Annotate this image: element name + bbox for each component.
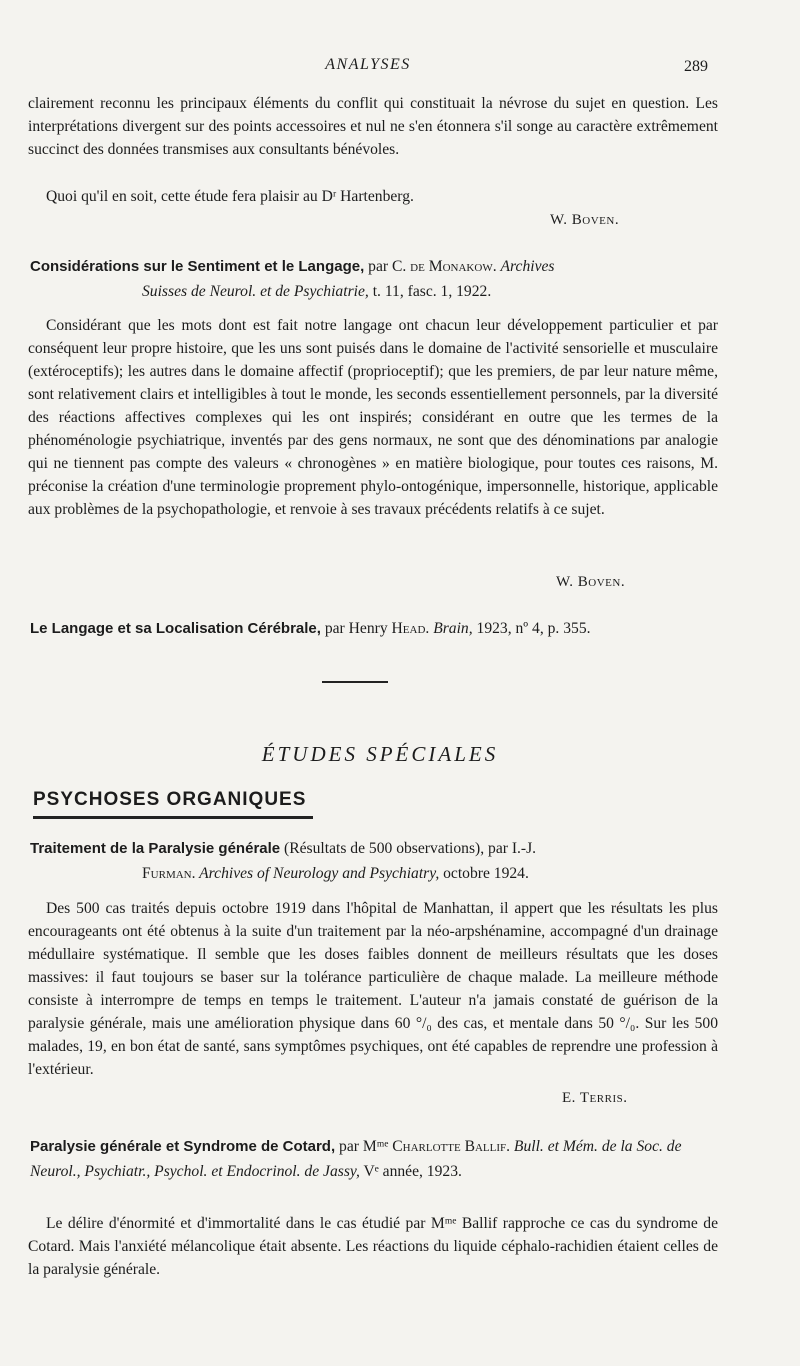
review-4-journal-a: Bull. et	[510, 1138, 559, 1155]
section-title: ÉTUDES SPÉCIALES	[261, 742, 499, 766]
review-3-journal: Archives of Neurology and Psychiatry,	[195, 865, 440, 882]
subsection-title: PSYCHOSES ORGANIQUES	[33, 789, 307, 810]
review-4-ref: Vᵉ année, 1923.	[359, 1163, 462, 1180]
review-1-ref: t. 11, fasc. 1, 1922.	[368, 283, 492, 300]
review-3-subtitle: (Résultats de 500 observations), par I.-J.	[280, 840, 537, 857]
review-4-by: par Mᵐᵉ	[335, 1138, 393, 1155]
review-1-title: Considérations sur le Sentiment et le Langage,	[30, 258, 365, 275]
review-1-journal-b: Suisses de Neurol. et de Psychiatrie,	[142, 283, 369, 300]
review-4-title: Paralysie générale et Syndrome de Cotard,	[30, 1138, 336, 1155]
signature-2: W. Boven.	[556, 574, 626, 590]
review-4-journal-b: Mém. de la Soc. de Neurol., Psychiatr., Psychol. et Endocrinol. de Jassy,	[30, 1138, 682, 1180]
review-1-journal-a: Archives	[500, 258, 555, 275]
review-1-body: Considérant que les mots dont est fait notre langage ont chacun leur développement particulier et par conséquent leur propre histoire, que les uns sont puisés dans le domaine de l'activité sensorielle et musculaire (extéroceptifs); les autres dans le domaine affectif (proprioceptif); que les premiers, de par leur nature même, sont relativement clairs et intelligibles à tout le monde, les seconds essentiellement personnels, par la diversité des réactions affectives complexes qui les ont inspirés; considérant en outre que les termes de la phénoménologie psychiatrique, inventés par des gens normaux, ne sont que des dénominations par analogie qui ne tiennent pas compte des valeurs « chronogènes » en matière biologique, pour toutes ces raisons, M. préconise la création d'une terminologie proprement phylo-ontogénique, impersonnelle, historique, applicable aux problèmes de la psychopathologie, et renvoie à ses travaux précédents relatifs à ce sujet.	[28, 317, 718, 518]
review-4-body: Le délire d'énormité et d'immortalité dans le cas étudié par Mᵐᵉ Ballif rapproche ce cas du syndrome de Cotard. Mais l'anxiété mélancolique était absente. Les réactions du liquide céphalo-rachidien étaient celles de la paralysie générale.	[28, 1215, 718, 1278]
review-4-heading	[30, 1134, 720, 1184]
review-1-by: par C.	[368, 258, 411, 275]
running-title: ANALYSES	[325, 56, 411, 73]
subsection-underline	[33, 816, 313, 819]
separator-rule	[322, 681, 388, 683]
review-2-heading	[30, 616, 720, 641]
review-2-ref: 1923, nº 4, p. 355.	[472, 620, 591, 637]
signature-3: E. Terris.	[562, 1090, 628, 1106]
review-1-heading	[30, 254, 720, 304]
review-3-heading	[30, 836, 720, 886]
continued-paragraph: clairement reconnu les principaux éléments du conflit qui constituait la névrose du sujet en question. Les interprétations divergent sur des points accessoires et nul ne s'en étonnera s'il songe au caractère extrêmement succinct des données transmises aux consultants bénévoles.	[28, 95, 718, 158]
review-2-by: par Henry	[320, 620, 392, 637]
review-3-title: Traitement de la Paralysie générale	[30, 840, 281, 857]
page-number: 289	[684, 58, 708, 75]
review-2-author: Head.	[391, 620, 430, 637]
review-3-ref: octobre 1924.	[439, 865, 529, 882]
signature-1: W. Boven.	[550, 212, 620, 228]
review-2-title: Le Langage et sa Localisation Cérébrale,	[30, 620, 321, 637]
review-1-author: de Monakow.	[410, 258, 497, 275]
review-4-author: Charlotte Ballif.	[392, 1138, 511, 1155]
review-3-author: Furman.	[142, 865, 196, 882]
closing-paragraph: Quoi qu'il en soit, cette étude fera plaisir au Dʳ Hartenberg.	[46, 188, 414, 205]
review-3-body: Des 500 cas traités depuis octobre 1919 dans l'hôpital de Manhattan, il appert que les résultats les plus encourageants ont été obtenus à la suite d'un traitement par la néo-arpshénamine, accompagné d'un drainage médullaire systématique. Il semble que les doses faibles donnent de meilleurs résultats que les doses massives: il faut toujours se baser sur la tolérance particulière de chaque malade. La meilleure méthode consiste à interrompre de temps en temps le traitement. L'auteur n'a jamais constaté de guérison de la paralysie générale, mais une amélioration physique dans 60 °/₀ des cas, et mentale dans 50 °/₀. Sur les 500 malades, 19, en bon état de santé, sans symptômes psychiques, ont été capables de reprendre une profession à l'extérieur.	[28, 900, 718, 1078]
review-2-journal: Brain,	[429, 620, 473, 637]
